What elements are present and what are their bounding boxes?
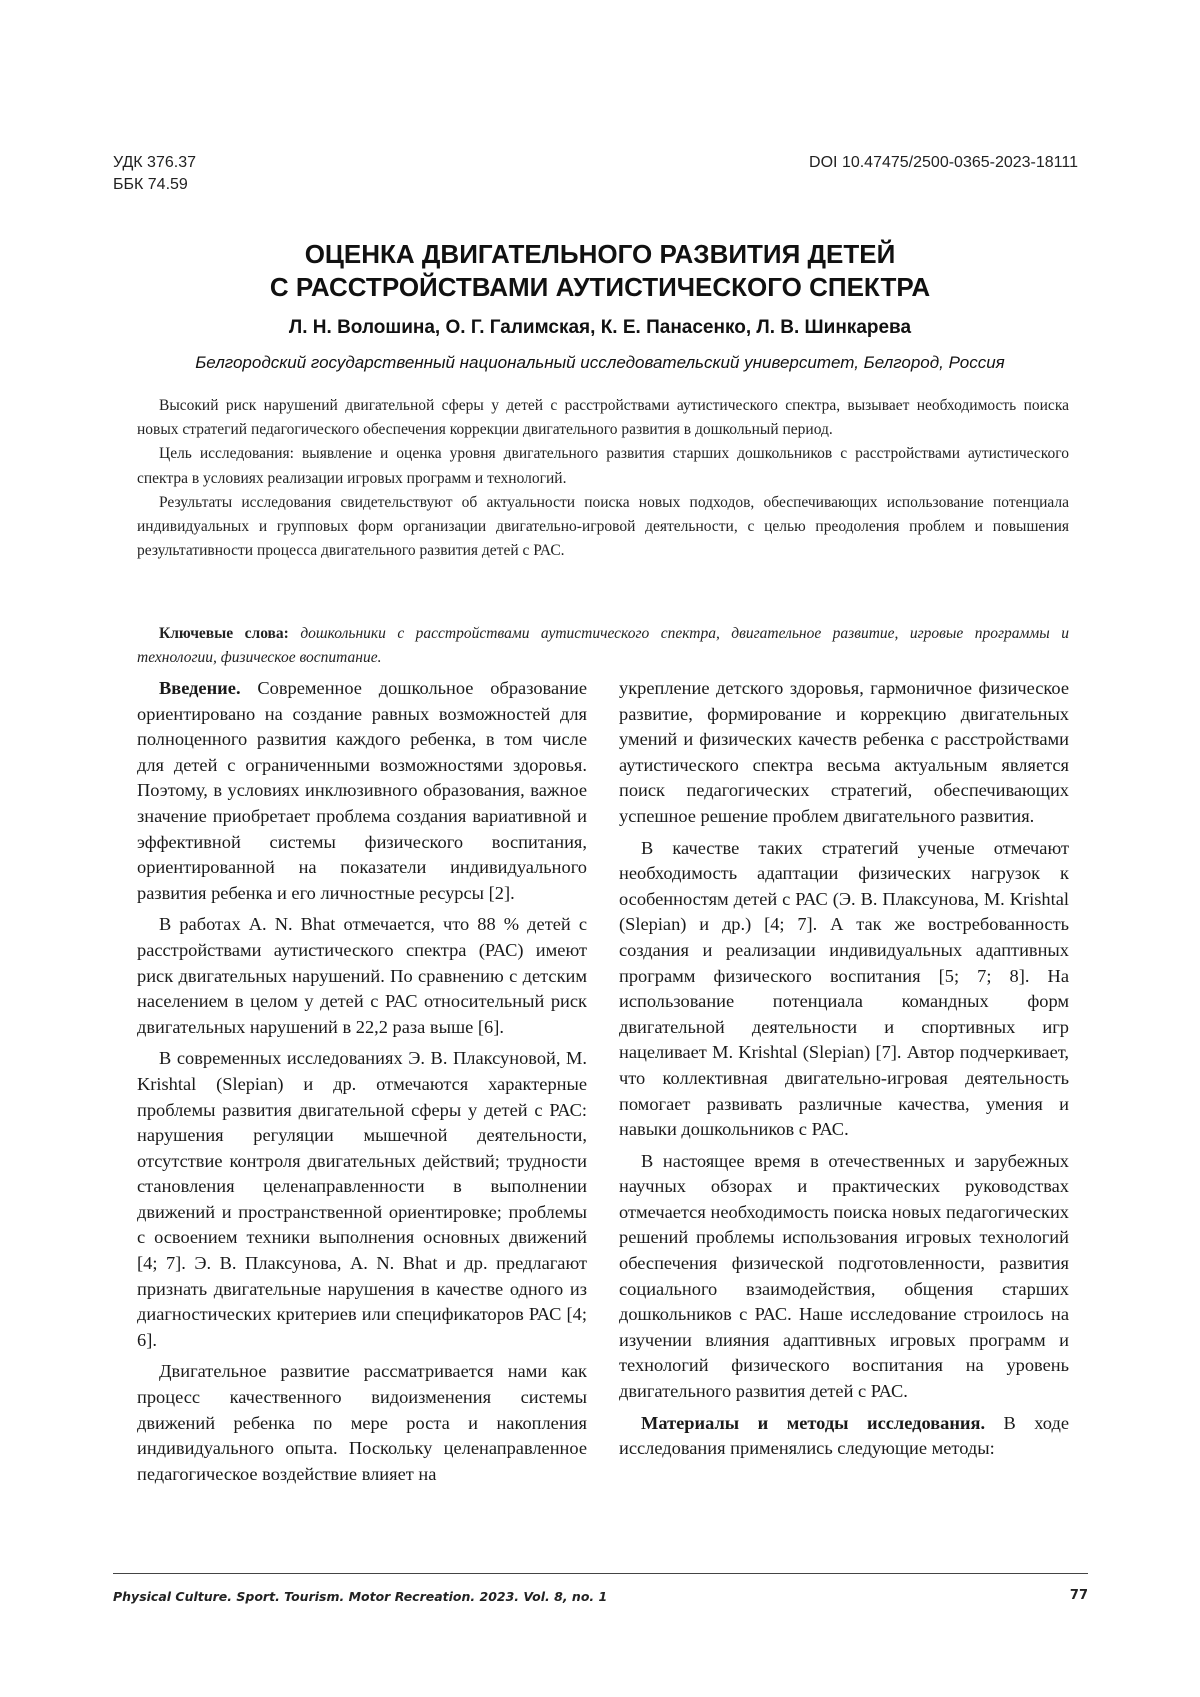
- udk-code: УДК 376.37: [113, 154, 196, 171]
- body-paragraph: В работах A. N. Bhat отмечается, что 88 % детей с расстройствами аутистического спектра (РАС) имеют риск двигательных нарушений. По сравнению с детским населением в целом у детей с РАС относительный риск двигательных нарушений в 22,2 раза выше [6].: [137, 914, 587, 1037]
- abstract: [137, 394, 1069, 563]
- keywords-text: дошкольники с расстройствами аутистического спектра, двигательное развитие, игровые программы и технологии, физическое воспитание.: [137, 625, 1070, 666]
- section-heading-methods: Материалы и методы исследования.: [641, 1412, 986, 1433]
- methods-paragraph: [619, 1411, 1069, 1462]
- title-line-2: С РАССТРОЙСТВАМИ АУТИСТИЧЕСКОГО СПЕКТРА: [269, 272, 931, 302]
- abstract-paragraph: Результаты исследования свидетельствуют об актуальности поиска новых подходов, обеспечивающих использование потенциала индивидуальных и групповых форм организации двигательно-игровой деятельности, с целью преодоления проблем и повышения результативности процесса двигательного развития детей с РАС.: [137, 493, 1069, 560]
- bbk-code: ББК 74.59: [113, 176, 188, 193]
- abstract-paragraph: Высокий риск нарушений двигательной сферы у детей с расстройствами аутистического спектра, вызывает необходимость поиска новых стратегий педагогического обеспечения коррекции двигательного развития в дошкольный период.: [137, 397, 1069, 439]
- article-title: [100, 238, 1100, 304]
- keywords: [137, 622, 1069, 670]
- body-paragraph-continued: укрепление детского здоровья, гармоничное физическое развитие, формирование и коррекцию двигательных умений и физических качеств ребенка с расстройствами аутистического спектра весьма актуальным является поиск педагогических стратегий, обеспечивающих успешное решение проблем двигательного развития.: [619, 678, 1069, 826]
- footer-divider: [113, 1573, 1088, 1574]
- body-column-left: [137, 676, 587, 1493]
- classification-codes: [113, 152, 196, 196]
- body-paragraph: В современных исследованиях Э. В. Плаксуновой, M. Krishtal (Slepian) и др. отмечаются характерные проблемы развития двигательной сферы у детей с РАС: нарушения регуляции мышечной деятельности, отсутствие контроля двигательных действий; трудности становления целенаправленности в выполнении движений и пространственной ориентировке; проблемы с освоением техники выполнения основных движений [4; 7]. Э. В. Плаксунова, A. N. Bhat и др. предлагают признать двигательные нарушения в качестве одного из диагностических критериев или спецификаторов РАС [4; 6].: [137, 1048, 587, 1350]
- affiliation: Белгородский государственный национальный исследовательский университет, Белгород, Россия: [195, 353, 1005, 372]
- keywords-label: Ключевые слова:: [159, 625, 289, 642]
- intro-paragraph: [137, 676, 587, 906]
- body-paragraph: Двигательное развитие рассматривается нами как процесс качественного видоизменения системы движений ребенка по мере роста и накопления индивидуального опыта. Поскольку целенаправленное педагогическое воздействие влияет на: [137, 1361, 587, 1484]
- title-line-1: ОЦЕНКА ДВИГАТЕЛЬНОГО РАЗВИТИЯ ДЕТЕЙ: [304, 239, 896, 269]
- authors: Л. Н. Волошина, О. Г. Галимская, К. Е. Панасенко, Л. В. Шинкарева: [288, 317, 912, 338]
- intro-text: Современное дошкольное образование ориентировано на создание равных возможностей для полноценного развития каждого ребенка, в том числе для детей с ограниченными возможностями здоровья. Поэтому, в условиях инклюзивного образования, важное значение приобретает проблема создания вариативной и эффективной системы физического воспитания, ориентированной на показатели индивидуального развития ребенка и его личностные ресурсы [2].: [137, 678, 587, 903]
- methods-text: В ходе исследования применялись следующие методы:: [619, 1412, 1069, 1459]
- abstract-paragraph: Цель исследования: выявление и оценка уровня двигательного развития старших дошкольников с расстройствами аутистического спектра в условиях реализации игровых программ и технологий.: [137, 445, 1069, 487]
- footer-journal-title: Physical Culture. Sport. Tourism. Motor Recreation. 2023. Vol. 8, no. 1: [113, 1589, 608, 1604]
- body-column-right: [619, 676, 1069, 1468]
- section-heading-intro: Введение.: [159, 678, 241, 698]
- page-number: 77: [1069, 1588, 1088, 1603]
- body-paragraph: В качестве таких стратегий ученые отмечают необходимость адаптации физических нагрузок к особенностям детей с РАС (Э. В. Плаксунова, M. Krishtal (Slepian) и др.) [4; 7]. А так же востребованность создания и реализации индивидуальных адаптивных программ физического воспитания [5; 7; 8]. На использование потенциала командных форм двигательной деятельности и спортивных игр нацеливает M. Krishtal (Slepian) [7]. Автор подчеркивает, что коллективная двигательно-игровая деятельность помогает развивать различные качества, умения и навыки дошкольников с РАС.: [619, 837, 1069, 1140]
- doi: DOI 10.47475/2500-0365-2023-18111: [809, 154, 1078, 171]
- body-paragraph: В настоящее время в отечественных и зарубежных научных обзорах и практических руководствах отмечается необходимость поиска новых педагогических решений проблемы использования игровых технологий обеспечения физической подготовленности, развития социального взаимодействия, общения старших дошкольников с РАС. Наше исследование строилось на изучении влияния адаптивных игровых программ и технологий физического воспитания на уровень двигательного развития детей с РАС.: [619, 1150, 1069, 1402]
